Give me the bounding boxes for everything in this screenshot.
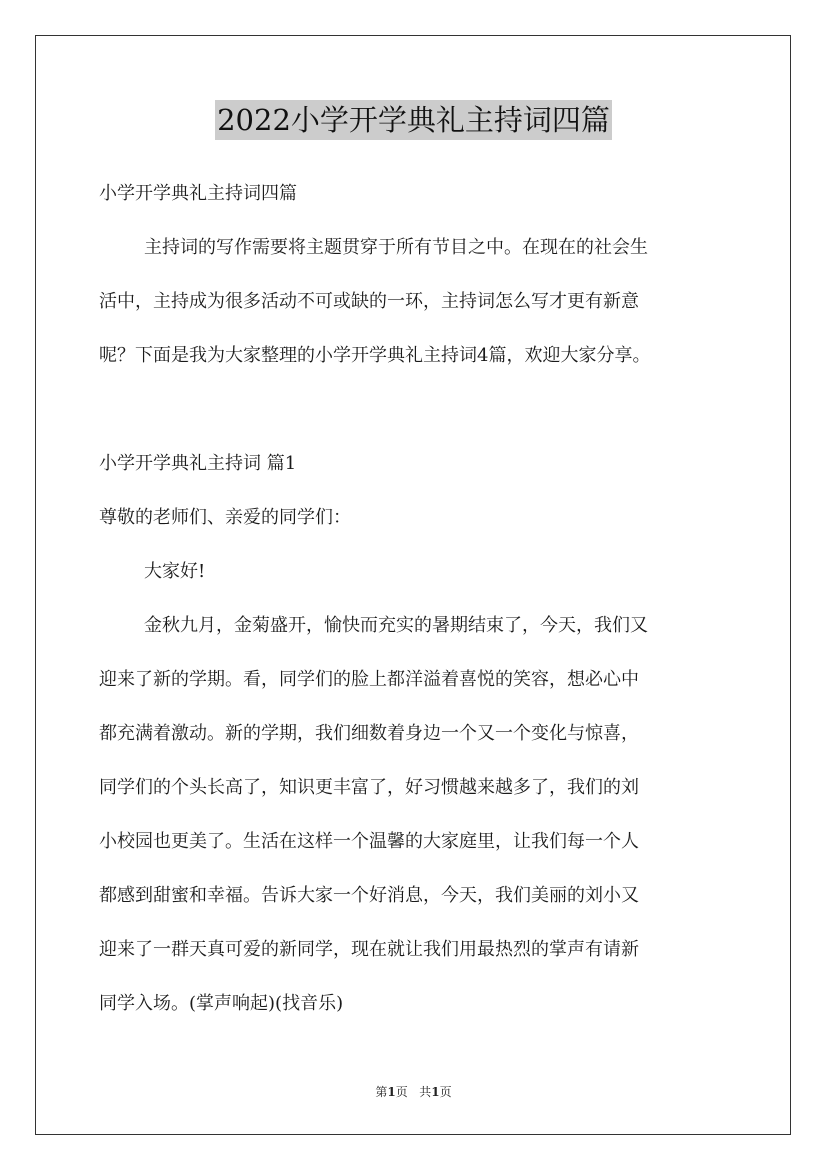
footer-page-prefix: 第 <box>375 1085 388 1099</box>
document-title-container <box>0 100 827 140</box>
section-heading: 小学开学典礼主持词 篇1 <box>99 453 297 474</box>
intro-line-3: 呢？下面是我为大家整理的小学开学典礼主持词4篇，欢迎大家分享。 <box>99 345 651 366</box>
body-line-8: 同学入场。(掌声响起)(找音乐) <box>99 993 344 1014</box>
body-line-2: 迎来了新的学期。看，同学们的脸上都洋溢着喜悦的笑容，想必心中 <box>99 669 639 690</box>
footer-page-number: 1 <box>387 1085 396 1099</box>
intro-line-2: 活中，主持成为很多活动不可或缺的一环，主持词怎么写才更有新意 <box>99 291 639 312</box>
body-line-1: 金秋九月，金菊盛开，愉快而充实的暑期结束了，今天，我们又 <box>144 615 648 636</box>
body-line-7: 迎来了一群天真可爱的新同学，现在就让我们用最热烈的掌声有请新 <box>99 939 639 960</box>
body-line-3: 都充满着激动。新的学期，我们细数着身边一个又一个变化与惊喜， <box>99 723 639 744</box>
page-footer <box>0 1084 827 1100</box>
greeting: 大家好! <box>144 561 206 582</box>
document-subtitle: 小学开学典礼主持词四篇 <box>99 183 297 204</box>
salutation: 尊敬的老师们、亲爱的同学们： <box>99 507 351 528</box>
body-line-6: 都感到甜蜜和幸福。告诉大家一个好消息，今天，我们美丽的刘小又 <box>99 885 639 906</box>
footer-total-number: 1 <box>431 1085 440 1099</box>
footer-page-suffix: 页 <box>395 1085 408 1099</box>
footer-total-suffix: 页 <box>439 1085 452 1099</box>
body-line-5: 小校园也更美了。生活在这样一个温馨的大家庭里，让我们每一个人 <box>99 831 639 852</box>
footer-total-prefix: 共 <box>419 1085 432 1099</box>
document-title: 2022小学开学典礼主持词四篇 <box>215 100 612 140</box>
body-line-4: 同学们的个头长高了，知识更丰富了，好习惯越来越多了，我们的刘 <box>99 777 639 798</box>
intro-line-1: 主持词的写作需要将主题贯穿于所有节目之中。在现在的社会生 <box>144 237 648 258</box>
